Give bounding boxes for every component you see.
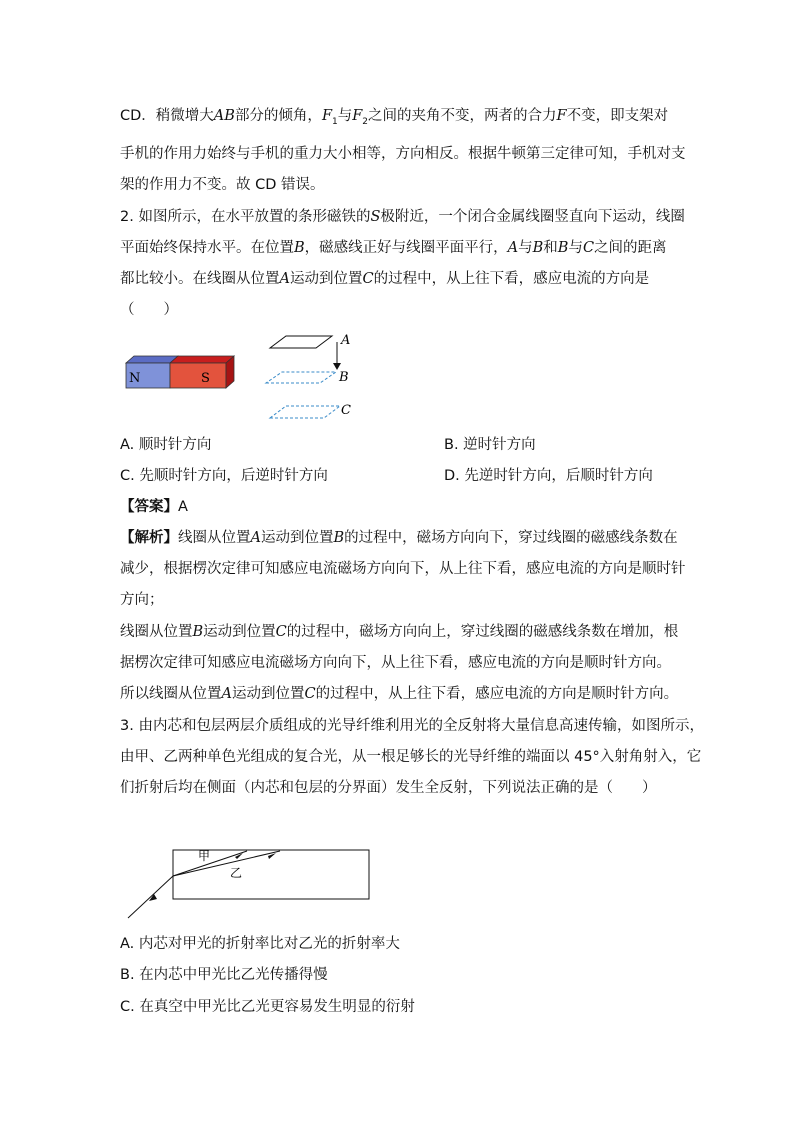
- math: B: [532, 240, 544, 256]
- q2-option-a: A. 顺时针方向: [120, 437, 212, 453]
- q3-line-3: 们折射后均在侧面（内芯和包层的分界面）发生全反射，下列说法正确的是（ ）: [120, 780, 657, 796]
- optical-fiber-figure: [122, 842, 382, 922]
- math-s: S: [370, 209, 381, 225]
- math: A: [507, 240, 519, 256]
- text: 2. 如图所示，在水平放置的条形磁铁的: [120, 209, 371, 225]
- magnet-south-pole: [170, 363, 226, 388]
- q2-option-c: C. 先顺时针方向，后逆时针方向: [120, 468, 328, 484]
- subscript: 2: [362, 116, 369, 127]
- math: A: [279, 271, 290, 287]
- text: 和: [543, 240, 558, 256]
- q3-line-1: 3. 由内芯和包层两层介质组成的光导纤维利用光的全反射将大量信息高速传输，如图所示，: [120, 718, 704, 734]
- math: C: [275, 624, 287, 640]
- coil-b: [266, 372, 336, 383]
- q2-option-b: B. 逆时针方向: [444, 437, 536, 453]
- q2-answer: [120, 497, 188, 517]
- text: 不变，即支架对: [566, 108, 669, 124]
- answer-tag: 【答案】: [120, 499, 178, 515]
- text: 部分的倾角，: [234, 108, 322, 124]
- label-n: N: [129, 371, 141, 386]
- math: B: [192, 624, 204, 640]
- cd-line-1: [120, 106, 668, 132]
- q2-expl-line-1: [120, 528, 678, 548]
- q2-expl-line-3: 方向；: [120, 592, 164, 608]
- math-f1: F: [321, 108, 332, 124]
- incident-ray: [128, 876, 173, 918]
- math: C: [362, 271, 374, 287]
- q3-option-c: C. 在真空中甲光比乙光更容易发生明显的衍射: [120, 999, 415, 1015]
- math: B: [294, 240, 305, 256]
- text: 的过程中，磁场方向向下，穿过线圈的磁感线条数在: [344, 530, 678, 546]
- text: 之间的夹角不变，两者的合力: [368, 108, 557, 124]
- q2-option-d: D. 先逆时针方向，后顺时针方向: [444, 468, 653, 484]
- label-jia: 甲: [198, 849, 211, 863]
- q2-expl-line-4: [120, 622, 678, 642]
- q2-expl-line-5: 据楞次定律可知感应电流磁场方向向下，从上往下看，感应电流的方向是顺时针方向。: [120, 655, 671, 671]
- math-f: F: [556, 108, 567, 124]
- text: 之间的距离: [594, 240, 667, 256]
- explanation-tag: 【解析】: [120, 530, 178, 546]
- label-c: C: [341, 403, 351, 418]
- math: B: [557, 240, 569, 256]
- text: 的过程中，磁场方向向上，穿过线圈的磁感线条数在增加，根: [286, 624, 679, 640]
- text: CD．稍微增大: [120, 108, 214, 124]
- text: 运动到位置: [203, 624, 276, 640]
- text: 与: [568, 240, 583, 256]
- text: 与: [518, 240, 533, 256]
- text: 的过程中，从上往下看，感应电流的方向是顺时针方向。: [315, 686, 679, 702]
- text: 平面始终保持水平。在位置: [120, 240, 294, 256]
- answer-value: A: [178, 499, 188, 515]
- text: 所以线圈从位置: [120, 686, 222, 702]
- text: 线圈从位置: [120, 624, 193, 640]
- text: 都比较小。在线圈从位置: [120, 271, 280, 287]
- q3-option-b: B. 在内芯中甲光比乙光传播得慢: [120, 967, 328, 983]
- text: 的过程中，从上往下看，感应电流的方向是: [373, 271, 650, 287]
- q2-expl-line-2: 减少，根据楞次定律可知感应电流磁场方向向下，从上往下看，感应电流的方向是顺时针: [120, 561, 686, 577]
- q2-line-3: [120, 269, 649, 289]
- math: B: [333, 530, 345, 546]
- q3-line-2: 由甲、乙两种单色光组成的复合光，从一根足够长的光导纤维的端面以 45°入射角射入，它: [120, 749, 702, 765]
- q2-line-4: （ ）: [120, 302, 178, 318]
- text: 运动到位置: [260, 530, 334, 546]
- ray-yi: [173, 851, 280, 876]
- cd-line-3: 架的作用力不变。故 CD 错误。: [120, 177, 325, 193]
- math-f2: F: [352, 108, 363, 124]
- math: A: [250, 530, 261, 546]
- math: A: [221, 686, 232, 702]
- text: 运动到位置: [289, 271, 363, 287]
- math: C: [304, 686, 316, 702]
- label-b: B: [339, 370, 349, 385]
- label-yi: 乙: [230, 866, 243, 880]
- math-ab: AB: [213, 108, 235, 124]
- q2-line-2: [120, 238, 667, 258]
- text: 线圈从位置: [178, 530, 251, 546]
- text: ，磁感线正好与线圈平面平行，: [304, 240, 508, 256]
- q3-option-a: A. 内芯对甲光的折射率比对乙光的折射率大: [120, 936, 400, 952]
- magnet-coil-figure: [120, 328, 380, 423]
- q2-expl-line-6: [120, 684, 678, 704]
- text: 与: [337, 108, 353, 124]
- coil-a: [270, 336, 332, 348]
- math: C: [582, 240, 595, 256]
- cd-line-2: 手机的作用力始终与手机的重力大小相等，方向相反。根据牛顿第三定律可知，手机对支: [120, 146, 686, 162]
- label-s: S: [201, 371, 210, 386]
- text: 极附近，一个闭合金属线圈竖直向下运动，线圈: [380, 209, 685, 225]
- subscript: 1: [332, 116, 338, 127]
- q2-line-1: [120, 207, 685, 227]
- text: 运动到位置: [231, 686, 305, 702]
- coil-c: [270, 406, 340, 418]
- label-a: A: [341, 333, 351, 348]
